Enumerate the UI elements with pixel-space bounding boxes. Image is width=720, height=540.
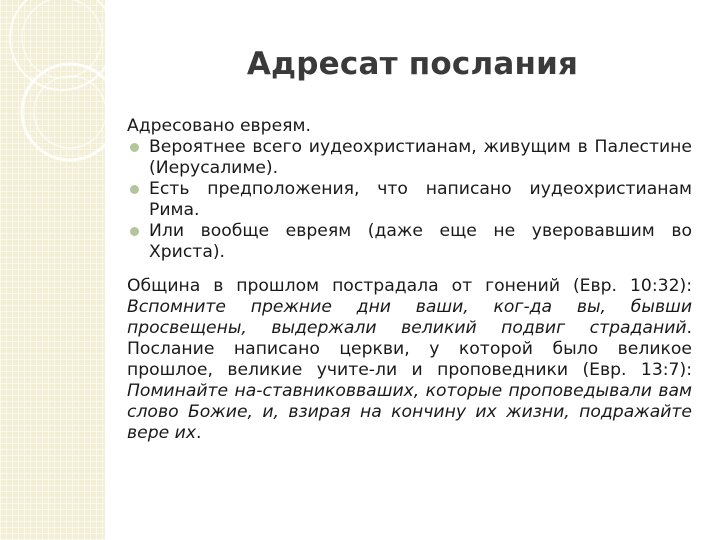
bullet-text: Есть предположения, что написано иудеохристианам Рима. bbox=[149, 179, 692, 220]
decorative-circles-icon bbox=[0, 0, 105, 540]
bullet-list bbox=[127, 137, 692, 263]
intro-text: Адресовано евреям. bbox=[127, 116, 311, 136]
scripture-quote: Поминайте на-ставниковваших, которые проповедывали вам слово Божие, и, взирая на кончину их жизни, подражайте вере их bbox=[127, 381, 692, 443]
bullet-text: Вероятнее всего иудеохристианам, живущим в Палестине (Иерусалиме). bbox=[149, 137, 692, 178]
paragraph-text: Община в прошлом пострадала от гонений (Евр. 10:32): bbox=[127, 276, 692, 296]
bullet-text: Или вообще евреям (даже еще не уверовавшим во Христа). bbox=[149, 221, 692, 262]
bullet-item bbox=[127, 179, 692, 221]
bullet-item bbox=[127, 137, 692, 179]
bullet-dot-icon bbox=[130, 143, 139, 152]
bullet-dot-icon bbox=[130, 227, 139, 236]
bullet-item bbox=[127, 221, 692, 263]
slide-title: Адресат послания bbox=[246, 46, 579, 82]
paragraph-text: . bbox=[196, 423, 202, 443]
bullet-dot-icon bbox=[130, 185, 139, 194]
body-paragraph bbox=[127, 276, 692, 444]
slide-content bbox=[127, 116, 692, 444]
paragraph-text: . Послание написано церкви, у которой было великое прошлое, великие учите-ли и проповедники (Евр. 13:7): bbox=[127, 318, 692, 380]
decorative-side-band bbox=[0, 0, 105, 540]
scripture-quote: Вспомните прежние дни ваши, ког-да вы, бывши просвещены, выдержали великий подвиг страданий bbox=[127, 297, 692, 338]
